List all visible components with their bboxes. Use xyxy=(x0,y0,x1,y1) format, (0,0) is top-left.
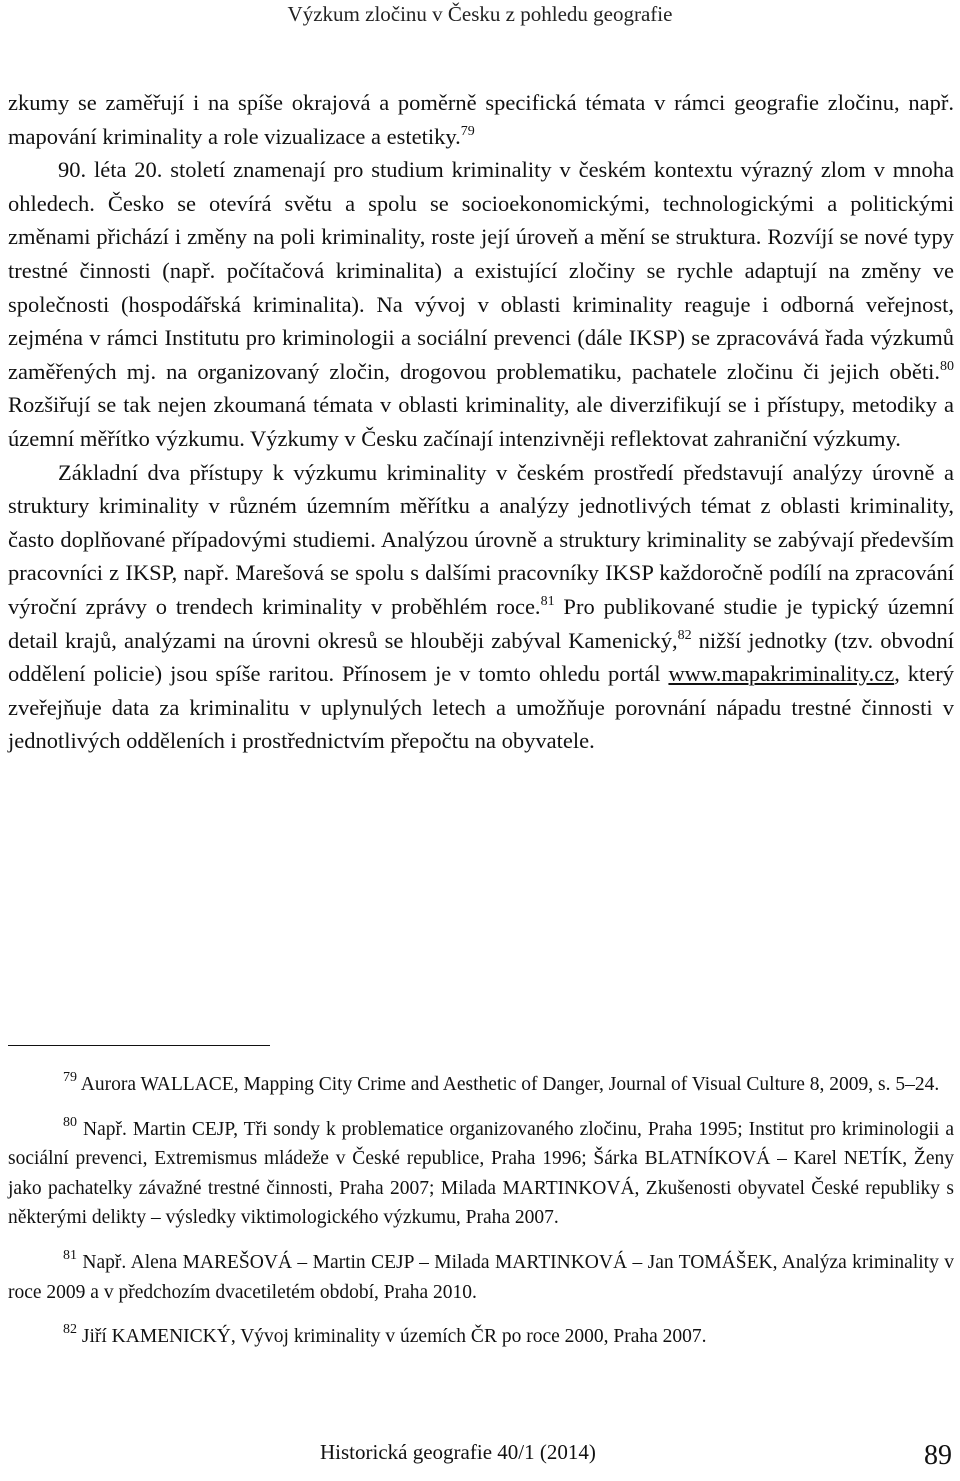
paragraph-3-text-c: nižší jednotky (tzv. obvodní oddělení policie) jsou spíše raritou. Přínosem je v tomto ohledu portál xyxy=(8,627,954,687)
paragraph-2 xyxy=(8,153,954,455)
footnote-separator xyxy=(8,1045,270,1046)
running-header: Výzkum zločinu v Česku z pohledu geografie xyxy=(287,2,673,26)
portal-link[interactable]: www.mapakriminality.cz xyxy=(668,661,895,687)
footnote-82 xyxy=(8,1322,954,1352)
footnote-ref-80: 80 xyxy=(940,358,954,374)
paragraph-2-text-a: 90. léta 20. století znamenají pro studium kriminality v českém kontextu výrazný zlom v mnoha ohledech. Česko se otevírá světu a spolu se socioekonomickými, technologickými a politickými změnami přichází i změny na poli kriminality, roste její úroveň a mění se struktura. Rozvíjí se nové typy trestné činnosti (např. počítačová kriminalita) a existující zločiny se rychle adaptují na změny ve společnosti (hospodářská kriminalita). Na vývoj v oblasti kriminality reaguje i odborná veřejnost, zejména v rámci Institutu pro kriminologii a sociální prevenci (dále IKSP) se zpracovává řada výzkumů zaměřených mj. na organizovaný zločin, drogovou problematiku, pachatele zločinu či jejich oběti. xyxy=(8,157,954,384)
footnote-ref-81: 81 xyxy=(540,593,555,609)
footnote-text: Např. Martin CEJP, Tři sondy k problematice organizovaného zločinu, Praha 1995; Institut pro kriminologii a sociální prevenci, Extremismus mládeže v České republice, Praha 1996; Šárka BLATNÍKOVÁ – Karel NETÍK, Ženy jako pachatelky závažné trestné činnosti, Praha 2007; Milada MARTINKOVÁ, Zkušenosti obyvatel České republiky s některými delikty – výsledky viktimologického výzkumu, Praha 2007. xyxy=(8,1118,954,1229)
footnote-80 xyxy=(8,1115,954,1233)
footnote-number: 82 xyxy=(63,1322,77,1338)
footnote-text: Jiří KAMENICKÝ, Vývoj kriminality v územích ČR po roce 2000, Praha 2007. xyxy=(77,1326,707,1348)
footnote-number: 81 xyxy=(63,1247,77,1263)
paragraph-3-text-a: Základní dva přístupy k výzkumu kriminality v českém prostředí představují analýzy úrovně a struktury kriminality v různém územním měřítku a analýzy jednotlivých témat z oblasti kriminality, často doplňované případovými studiemi. Analýzou úrovně a struktury kriminality se zabývají především pracovníci z IKSP, např. Marešová se spolu s dalšími pracovníky IKSP každoročně podílí na zpracování výroční zprávy o trendech kriminality v proběhlém roce. xyxy=(8,459,954,619)
footnotes xyxy=(8,1070,954,1367)
page-number: 89 xyxy=(924,1440,952,1471)
footnote-text: Např. Alena MAREŠOVÁ – Martin CEJP – Milada MARTINKOVÁ – Jan TOMÁŠEK, Analýza kriminality v roce 2009 a v předchozím dvacetiletém období, Praha 2010. xyxy=(8,1251,954,1303)
footnote-ref-79: 79 xyxy=(460,123,475,139)
main-text xyxy=(8,86,954,758)
footnote-81 xyxy=(8,1248,954,1307)
paragraph-2-text-b: Rozšiřují se tak nejen zkoumaná témata v oblasti kriminality, ale diverzifikují se i přístupy, metodiky a územní měřítko výzkumu. Výzkumy v Česku začínají intenzivněji reflektovat zahraniční výzkumy. xyxy=(8,392,954,451)
paragraph-3-text-b: Pro publikované studie je typický územní detail krajů, analýzami na úrovni okresů se hlouběji zabýval Kamenický, xyxy=(8,593,954,653)
paragraph-1 xyxy=(8,86,954,153)
journal-citation: Historická geografie 40/1 (2014) xyxy=(320,1440,596,1464)
footnote-number: 80 xyxy=(63,1114,77,1130)
footnote-ref-82: 82 xyxy=(677,627,692,643)
paragraph-3 xyxy=(8,456,954,758)
paragraph-3-text-d: , který zveřejňuje data za kriminalitu v uplynulých letech a umožňuje porovnání nápadu trestné činnosti v jednotlivých odděleních i prostřednictvím přepočtu na obyvatele. xyxy=(8,661,955,754)
footnote-text: Aurora WALLACE, Mapping City Crime and Aesthetic of Danger, Journal of Visual Culture 8, 2009, s. 5–24. xyxy=(77,1074,940,1095)
footnote-number: 79 xyxy=(63,1070,77,1085)
paragraph-1-text: zkumy se zaměřují i na spíše okrajová a poměrně specifická témata v rámci geografie zločinu, např. mapování kriminality a role vizualizace a estetiky. xyxy=(8,90,954,149)
footnote-79 xyxy=(8,1070,954,1100)
